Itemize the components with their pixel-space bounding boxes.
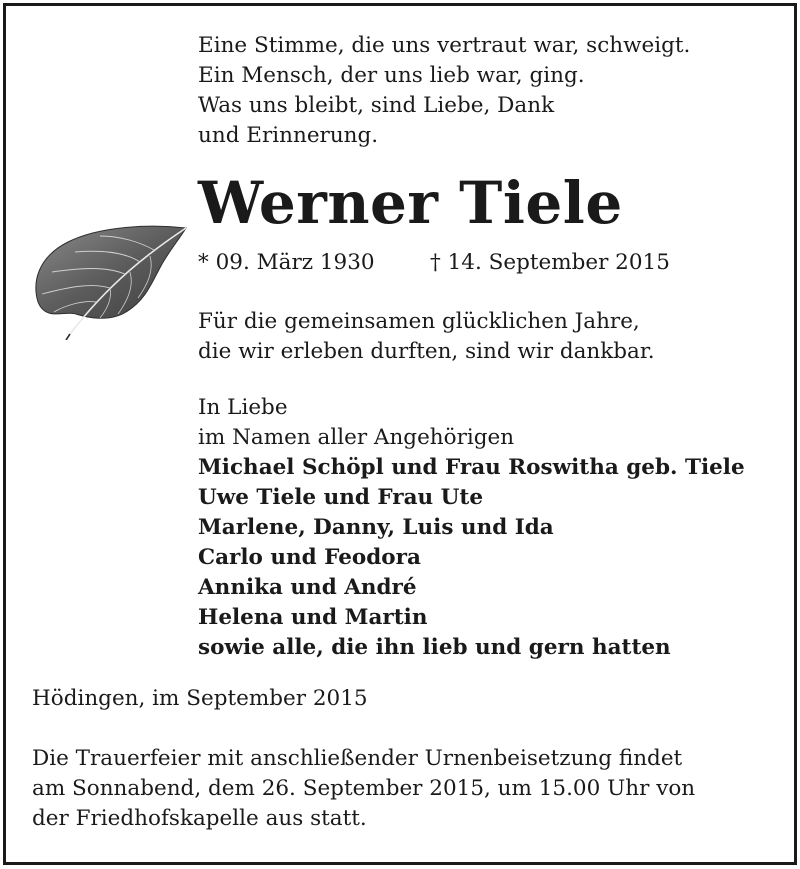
birth-date: * 09. März 1930 bbox=[198, 250, 375, 275]
mourner-line: Michael Schöpl und Frau Roswitha geb. Tiele bbox=[198, 455, 745, 480]
gratitude-line-1: Für die gemeinsamen glücklichen Jahre, bbox=[198, 309, 640, 334]
mourner-line: Marlene, Danny, Luis und Ida bbox=[198, 515, 554, 540]
funeral-notice-line-2: am Sonnabend, dem 26. September 2015, um 15.00 Uhr von bbox=[32, 776, 696, 801]
gratitude-line-2: die wir erleben durften, sind wir dankbar. bbox=[198, 339, 655, 364]
mourner-line: Carlo und Feodora bbox=[198, 545, 421, 570]
poem-line-4: und Erinnerung. bbox=[198, 123, 379, 148]
mourner-line: sowie alle, die ihn lieb und gern hatten bbox=[198, 635, 671, 660]
mourner-line: Uwe Tiele und Frau Ute bbox=[198, 485, 484, 510]
deceased-name: Werner Tiele bbox=[198, 169, 623, 237]
poem-line-3: Was uns bleibt, sind Liebe, Dank bbox=[198, 93, 555, 118]
death-date: † 14. September 2015 bbox=[430, 250, 670, 275]
place-date: Hödingen, im September 2015 bbox=[32, 686, 368, 711]
leaf-icon bbox=[30, 222, 188, 340]
mourner-line: Annika und André bbox=[198, 575, 417, 600]
signoff-line-2: im Namen aller Angehörigen bbox=[198, 425, 515, 450]
signoff-line-1: In Liebe bbox=[198, 395, 288, 420]
mourner-line: Helena und Martin bbox=[198, 605, 428, 630]
poem-line-2: Ein Mensch, der uns lieb war, ging. bbox=[198, 63, 585, 88]
funeral-notice-line-1: Die Trauerfeier mit anschließender Urnenbeisetzung findet bbox=[32, 746, 683, 771]
funeral-notice-line-3: der Friedhofskapelle aus statt. bbox=[32, 806, 367, 831]
poem-line-1: Eine Stimme, die uns vertraut war, schweigt. bbox=[198, 33, 691, 58]
